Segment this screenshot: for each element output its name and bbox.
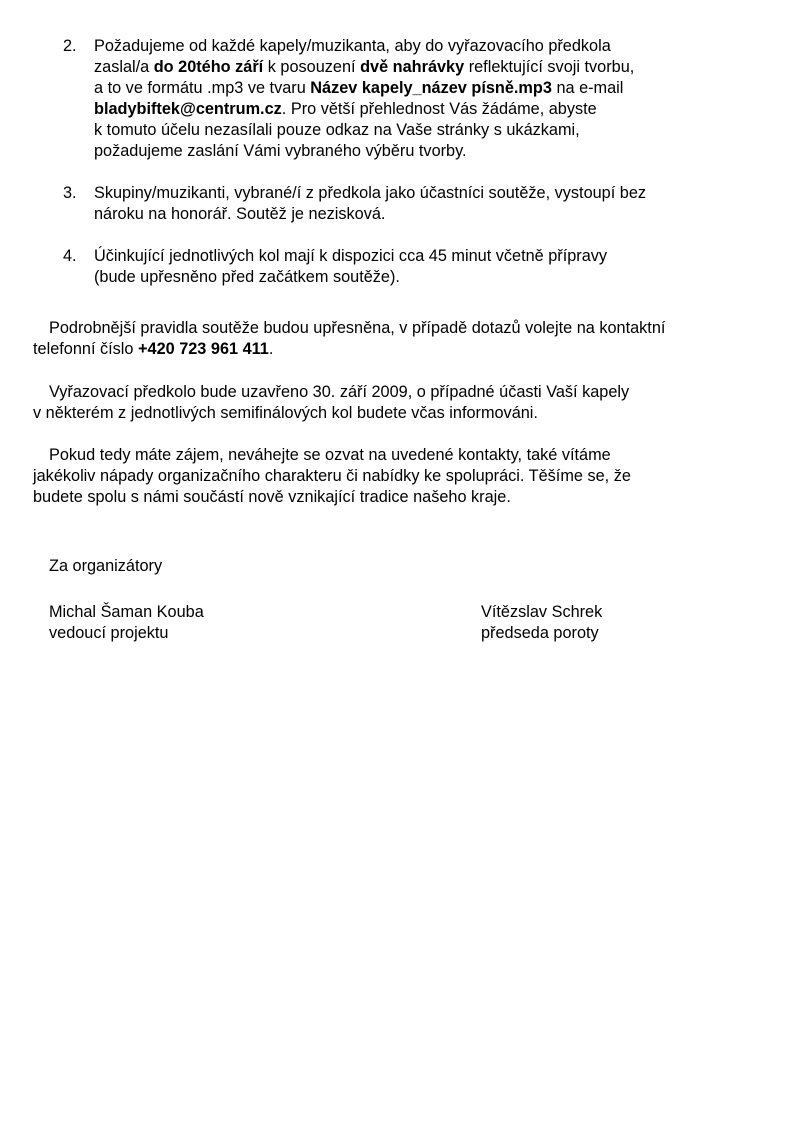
text-run: Požadujeme od každé kapely/muzikanta, aby do vyřazovacího předkola — [94, 37, 611, 55]
text-line — [63, 183, 783, 204]
paragraph-rules — [33, 318, 793, 360]
text-run: budete spolu s námi součástí nově vznikající tradice našeho kraje. — [33, 488, 511, 506]
list-number: 3. — [63, 184, 77, 202]
text-run: k posouzení — [263, 58, 361, 76]
text-line — [33, 466, 793, 487]
list-number: 4. — [63, 247, 77, 265]
text-line — [33, 339, 793, 360]
text-run: k tomuto účelu nezasílali pouze odkaz na Vaše stránky s ukázkami, — [94, 121, 580, 139]
text-line — [63, 204, 783, 225]
bold-text: dvě nahrávky — [360, 58, 465, 76]
bold-text: Název kapely_název písně.mp3 — [310, 79, 552, 97]
bold-text: do 20tého září — [153, 58, 264, 76]
paragraph-deadline — [33, 382, 793, 424]
text-run: nároku na honorář. Soutěž je nezisková. — [94, 205, 386, 223]
bold-text: bladybiftek@centrum.cz — [94, 100, 282, 118]
text-line — [63, 267, 783, 288]
text-line — [63, 36, 783, 57]
text-run: Pokud tedy máte zájem, neváhejte se ozvat na uvedené kontakty, také vítáme — [49, 446, 611, 464]
text-run: Skupiny/muzikanti, vybrané/í z předkola jako účastníci soutěže, vystoupí bez — [94, 184, 647, 202]
text-run: . Pro větší přehlednost Vás žádáme, abyste — [281, 100, 597, 118]
text-line — [33, 403, 793, 424]
signoff-right-role: předseda poroty — [481, 624, 599, 642]
text-line — [33, 382, 793, 403]
text-line — [63, 99, 783, 120]
text-line — [63, 246, 783, 267]
text-line — [63, 120, 783, 141]
text-run: na e-mail — [551, 79, 624, 97]
text-line — [33, 487, 793, 508]
text-run: v některém z jednotlivých semifinálových kol budete včas informováni. — [33, 404, 538, 422]
list-item-3 — [63, 183, 783, 225]
text-line — [63, 78, 783, 99]
signoff-left-role: vedoucí projektu — [49, 624, 169, 642]
text-run: Účinkující jednotlivých kol mají k dispozici cca 45 minut včetně přípravy — [94, 247, 608, 265]
list-item-2 — [63, 36, 783, 162]
text-run: zaslal/a — [94, 58, 154, 76]
text-run: Podrobnější pravidla soutěže budou upřesněna, v případě dotazů volejte na kontaktní — [49, 319, 666, 337]
text-run: požadujeme zaslání Vámi vybraného výběru tvorby. — [94, 142, 467, 160]
list-item-4 — [63, 246, 783, 288]
bold-text: +420 723 961 411 — [138, 340, 269, 358]
text-line — [63, 57, 783, 78]
text-line — [63, 141, 783, 162]
signoff-intro: Za organizátory — [49, 557, 163, 575]
text-run: a to ve formátu .mp3 ve tvaru — [94, 79, 311, 97]
text-run: reflektující svoji tvorbu, — [464, 58, 635, 76]
text-line — [33, 445, 793, 466]
text-run: telefonní číslo — [33, 340, 138, 358]
list-number: 2. — [63, 37, 77, 55]
signoff-right-name: Vítězslav Schrek — [481, 603, 603, 621]
text-run: (bude upřesněno před začátkem soutěže). — [94, 268, 400, 286]
text-line — [33, 318, 793, 339]
text-run: jakékoliv nápady organizačního charakteru či nabídky ke spolupráci. Těšíme se, že — [33, 467, 631, 485]
text-run: Vyřazovací předkolo bude uzavřeno 30. září 2009, o případné účasti Vaší kapely — [49, 383, 630, 401]
paragraph-invitation — [33, 445, 793, 508]
signoff-left-name: Michal Šaman Kouba — [49, 603, 204, 621]
text-run: . — [268, 340, 274, 358]
